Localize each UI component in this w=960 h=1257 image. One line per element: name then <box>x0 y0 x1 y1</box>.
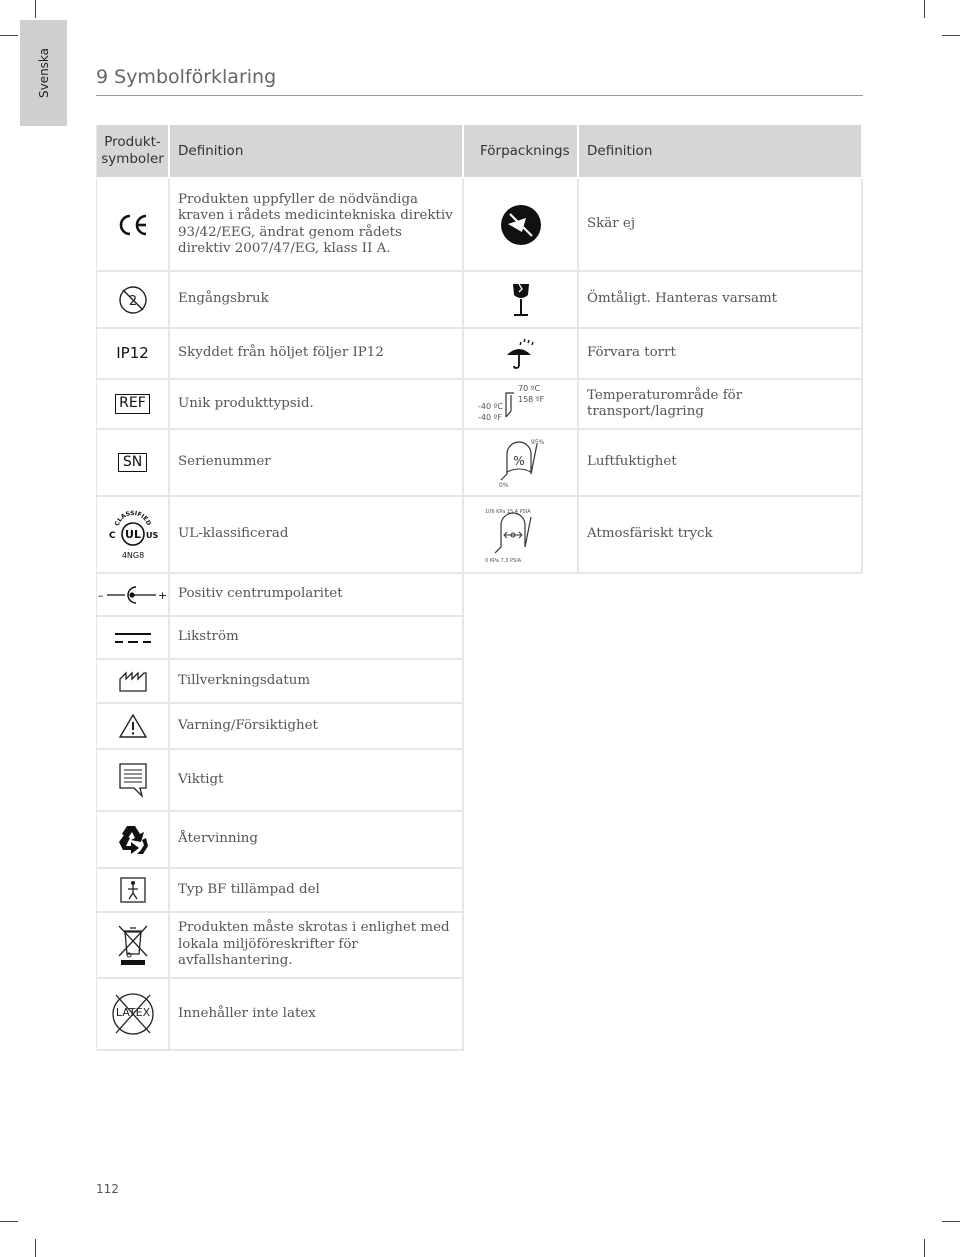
humidity-symbol: % <box>512 453 525 468</box>
umbrella-keep-dry-icon <box>464 329 579 380</box>
ul-c: C <box>108 530 116 541</box>
pressure-high: 106 KPa 15.4 PSIA <box>484 508 531 515</box>
pressure-icon <box>464 497 579 574</box>
header-definition-left: Definition <box>170 125 464 179</box>
humidity-icon <box>464 430 579 497</box>
direct-current-icon <box>96 617 170 660</box>
do-not-cut-icon <box>464 179 579 272</box>
row-4-definition: Unik produkttypsid. <box>170 380 464 430</box>
row-6-definition: UL-klassificerad <box>170 497 464 574</box>
language-label: Svenska <box>36 47 51 99</box>
row-1-packaging-definition: Skär ej <box>579 179 863 272</box>
ref-symbol: REF <box>96 380 170 430</box>
row-7-definition: Positiv centrumpolaritet <box>170 574 464 617</box>
row-5-packaging-definition: Luftfuktighet <box>579 430 863 497</box>
center-positive-polarity-icon <box>96 574 170 617</box>
type-bf-icon <box>96 869 170 913</box>
row-13-definition: Typ BF tillämpad del <box>170 869 464 913</box>
temp-high-c: 70 ºC <box>517 384 540 393</box>
single-use-icon <box>96 272 170 329</box>
fragile-glass-icon <box>464 272 579 329</box>
row-1-definition: Produkten uppfyller de nödvändiga kraven i rådets medicintekniska direktiv 93/42/EEG, ändrat genom rådets direktiv 2007/47/EG, klass II A. <box>170 179 464 272</box>
sn-symbol: SN <box>96 430 170 497</box>
latex-label: LATEX <box>115 1006 150 1019</box>
row-6-packaging-definition: Atmosfäriskt tryck <box>579 497 863 574</box>
row-2-definition: Engångsbruk <box>170 272 464 329</box>
row-11-definition: Viktigt <box>170 750 464 812</box>
header-packaging: Förpacknings <box>464 125 579 179</box>
ce-mark-icon <box>96 179 170 272</box>
row-14-definition: Produkten måste skrotas i enlighet med lokala miljöföreskrifter för avfallshantering. <box>170 913 464 979</box>
temp-low-c: -40 ºC <box>477 402 503 411</box>
row-12-definition: Återvinning <box>170 812 464 869</box>
row-10-definition: Varning/Försiktighet <box>170 704 464 750</box>
warning-icon <box>96 704 170 750</box>
svg-text:CLASSIFIED <box>113 509 151 526</box>
recycling-icon <box>96 812 170 869</box>
ul-classified-icon <box>96 497 170 574</box>
latex-free-icon <box>96 979 170 1051</box>
ul-classified-text: CLASSIFIED <box>113 509 152 527</box>
page-number: 112 <box>96 1182 119 1196</box>
ul-us: US <box>145 530 158 540</box>
humidity-high: 95% <box>530 438 544 446</box>
language-tab <box>20 20 67 126</box>
symbol-table <box>96 125 863 1051</box>
row-4-packaging-definition: Temperaturområde för transport/lagring <box>579 380 863 430</box>
svg-text:2: 2 <box>128 293 137 309</box>
temp-low-f: -40 ºF <box>477 413 502 422</box>
ul-code: 4NG8 <box>121 550 144 560</box>
polarity-minus: – <box>97 588 103 602</box>
header-definition-right: Definition <box>579 125 863 179</box>
weee-crossed-bin-icon <box>96 913 170 979</box>
row-3-packaging-definition: Förvara torrt <box>579 329 863 380</box>
row-15-definition: Innehåller inte latex <box>170 979 464 1051</box>
ip12-symbol: IP12 <box>96 329 170 380</box>
important-note-icon <box>96 750 170 812</box>
page-title: 9 Symbolförklaring <box>96 66 277 88</box>
pressure-low: 0 KPa 7.3 PSIA <box>484 557 521 564</box>
ul-text: UL <box>124 527 141 541</box>
row-2-packaging-definition: Ömtåligt. Hanteras varsamt <box>579 272 863 329</box>
polarity-plus: + <box>157 588 167 602</box>
row-3-definition: Skyddet från höljet följer IP12 <box>170 329 464 380</box>
humidity-low: 0% <box>498 481 509 488</box>
row-8-definition: Likström <box>170 617 464 660</box>
row-9-definition: Tillverkningsdatum <box>170 660 464 704</box>
header-product-symbols: Produkt- symboler <box>96 125 170 179</box>
title-divider <box>96 95 863 96</box>
manufacture-date-icon <box>96 660 170 704</box>
temp-high-f: 158 ºF <box>517 395 544 404</box>
thermometer-icon <box>464 380 579 430</box>
row-5-definition: Serienummer <box>170 430 464 497</box>
